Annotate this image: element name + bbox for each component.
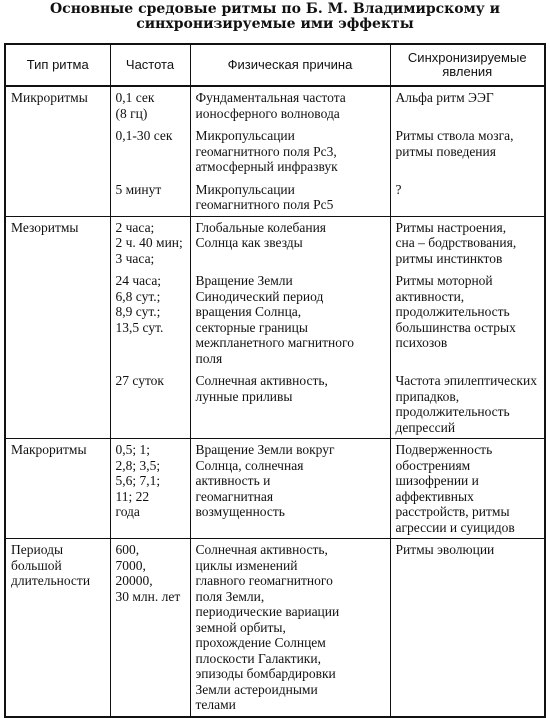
header-type: Тип ритма — [5, 44, 110, 86]
rhythm-type-cell: Мезоритмы — [5, 216, 110, 439]
rhythms-table — [4, 43, 546, 718]
synchronized-cell: Частота эпилептических припадков, продолжительность депрессий — [390, 369, 545, 439]
cause-cell: Микропульсации геомагнитного поля Рс3, атмосферный инфразвук — [190, 124, 390, 178]
title-line-2: синхронизируемые ими эффекты — [136, 16, 414, 32]
cause-cell: Вращение Земли Синодический период вращения Солнца, секторные границы межпланетного магнитного поля — [190, 269, 390, 369]
header-row — [5, 44, 545, 86]
synchronized-cell: Ритмы моторной активности, продолжительность большинства острых психозов — [390, 269, 545, 369]
cause-cell: Глобальные колебания Солнца как звезды — [190, 216, 390, 269]
rhythm-type-cell: Периоды большой длительности — [5, 539, 110, 717]
frequency-cell: 600, 7000, 20000, 30 млн. лет — [110, 539, 190, 717]
synchronized-cell: Ритмы эволюции — [390, 539, 545, 717]
cause-cell: Фундаментальная частота ионосферного волновода — [190, 86, 390, 124]
frequency-cell: 0,1-30 сек — [110, 124, 190, 178]
header-frequency: Частота — [110, 44, 190, 86]
table-row — [5, 86, 545, 124]
title-line-1: Основные средовые ритмы по Б. М. Владимирскому и — [49, 1, 501, 17]
cause-cell: Солнечная активность, лунные приливы — [190, 369, 390, 439]
rhythm-type-cell: Макроритмы — [5, 439, 110, 539]
header-cause: Физическая причина — [190, 44, 390, 86]
cause-cell: Микропульсации геомагнитного поля Рс5 — [190, 178, 390, 217]
header-synchronized: Синхронизируемые явления — [390, 44, 545, 86]
cause-cell: Солнечная активность, циклы изменений главного геомагнитного поля Земли, периодические вариации земной орбиты, прохождение Солнцем плоскости Галактики, эпизоды бомбардировки Земли астероидными телами — [190, 539, 390, 717]
frequency-cell: 2 часа; 2 ч. 40 мин; 3 часа; — [110, 216, 190, 269]
synchronized-cell: Альфа ритм ЭЭГ — [390, 86, 545, 124]
synchronized-cell: Подверженность обострениям шизофрении и аффективных расстройств, ритмы агрессии и суицидов — [390, 439, 545, 539]
table-title — [0, 2, 550, 32]
table-row — [5, 439, 545, 539]
synchronized-cell: ? — [390, 178, 545, 217]
table-row — [5, 539, 545, 717]
synchronized-cell: Ритмы настроения, сна – бодрствования, ритмы инстинктов — [390, 216, 545, 269]
frequency-cell: 0,1 сек (8 гц) — [110, 86, 190, 124]
frequency-cell: 5 минут — [110, 178, 190, 217]
frequency-cell: 27 суток — [110, 369, 190, 439]
table-row — [5, 216, 545, 269]
cause-cell: Вращение Земли вокруг Солнца, солнечная активность и геомагнитная возмущенность — [190, 439, 390, 539]
frequency-cell: 0,5; 1; 2,8; 3,5; 5,6; 7,1; 11; 22 года — [110, 439, 190, 539]
frequency-cell: 24 часа; 6,8 сут.; 8,9 сут.; 13,5 сут. — [110, 269, 190, 369]
table-body — [5, 86, 545, 717]
synchronized-cell: Ритмы ствола мозга, ритмы поведения — [390, 124, 545, 178]
rhythm-type-cell: Микроритмы — [5, 86, 110, 216]
